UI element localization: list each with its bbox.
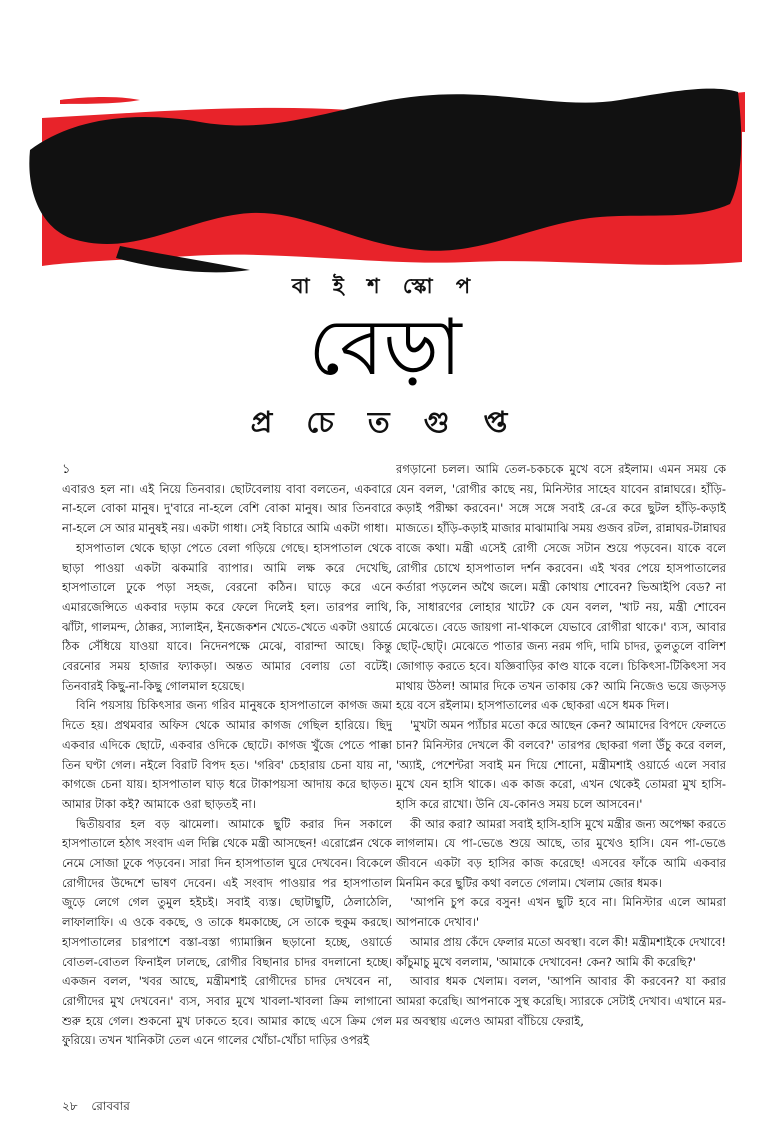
section-number: ১	[62, 462, 71, 477]
paragraph: 'আপনি চুপ করে বসুন! এখন ছুটি হবে না। মিনিস্টার এলে আমরা আপনাকে দেখাব।'	[396, 895, 726, 930]
paragraph: কী আর করা? আমরা সবাই হাসি-হাসি মুখে মন্ত্রীর জন্য অপেক্ষা করতে লাগলাম। যে পা-ভেঙে শুয়ে আছে, তার মুখেও হাসি। যেন পা-ভেঙে জীবনে একটা বড় হাসির কাজ করেছে! এসবের ফাঁকে আমি একবার মিনমিন করে ছুটির কথা বলতে গেলাম। খেলাম জোর ধমক।	[396, 816, 726, 890]
paragraph: বিনি পয়সায় চিকিৎসার জন্য গরিব মানুষকে হাসপাতালে কাগজ জমা দিতে হয়। প্রথমবার অফিস থেকে আমার কাগজ গেছিল হারিয়ে। ছিদু একবার এদিকে ছোটে, একবার ওদিকে ছোটে। কাগজ খুঁজে পেতে পাক্কা তিন ঘণ্টা গেল। নইলে বিরাট বিপদ হত। 'গরিব' চেহারায় চেনা যায় না, কাগজে চেনা যায়। হাসপাতাল ঘাড় ধরে টাকাপয়সা আদায় করে ছাড়ত। আমার টাকা কই? আমাকে ওরা ছাড়তই না।	[62, 698, 392, 811]
section-kicker: বা ই শ স্কো প	[291, 274, 479, 298]
paragraph: আমার প্রায় কেঁদে ফেলার মতো অবস্থা। বলে কী! মন্ত্রীমশাইকে দেখাবে! কাঁচুমাচু মুখে বললাম, 'আমাকে দেখাবেন! কেন? আমি কী করেছি?'	[396, 934, 726, 969]
paragraph: আবার ধমক খেলাম। বলল, 'আপনি আবার কী করবেন? যা করার আমরা করেছি। আপনাকে সুস্থ করেছি। স্যারকে সেটাই দেখাব। এখানে মর-মর অবস্থায় এলেও আমরা বাঁচিয়ে ফেরাই,	[396, 974, 726, 1028]
story-title: বেড়া	[308, 303, 462, 393]
paragraph: 'মুখটা অমন প্যাঁচার মতো করে আছেন কেন? আমাদের বিপদে ফেলতে চান? মিনিস্টার দেখলে কী বলবে?' তারপর ছোকরা গলা উঁচু করে বলল, 'অ্যাই, পেশেন্টরা সবাই মন দিয়ে শোনো, মন্ত্রীমশাই ওয়ার্ডে এলে সবার মুখে যেন হাসি থাকে। এক কাজ করো, এখন থেকেই তোমরা মুখ হাসি-হাসি করে রাখো। উনি যে-কোনও সময় চলে আসবেন।'	[396, 718, 726, 811]
author-name: প্র চে ত গু প্ত	[250, 405, 520, 439]
article-column-right	[396, 460, 726, 1080]
brush-stroke-banner	[0, 0, 770, 290]
red-brush-fleck	[60, 97, 140, 104]
paragraph: এবারও হল না। এই নিয়ে তিনবার। ছোটবেলায় বাবা বলতেন, একবারে না-হলে বোকা মানুষ। দু'বারে না-হলে বেশি বোকা মানুষ। আর তিনবারে না-হলে সে আর মানুষই নয়। একটা গাধা। সেই বিচারে আমি একটা গাধা।	[62, 481, 392, 536]
paragraph: হাসপাতাল থেকে ছাড়া পেতে বেলা গড়িয়ে গেছে। হাসপাতাল থেকে ছাড়া পাওয়া একটা ঝকমারি ব্যাপার। আমি লক্ষ করে দেখেছি, হাসপাতালে ঢুকে পড়া সহজ, বেরনো কঠিন। ঘাড়ে করে এনে এমারজেন্সিতে একবার দড়াম করে ফেলে দিলেই হল। তারপর লাথি, ঝাঁটা, গালমন্দ, ঠোক্কর, স্যালাইন, ইনজেকশন খেতে-খেতে একটা ওয়ার্ডে ঠিক সেঁধিয়ে যাওয়া যাবে। নিদেনপক্ষে মেঝে, বারান্দা আছে। কিন্তু বেরনোর সময় হাজার ফ্যাকড়া। অন্তত আমার বেলায় তো বটেই। তিনবারই কিছু-না-কিছু গোলমাল হয়েছে।	[62, 540, 392, 693]
paragraph: রগড়ানো চলল। আমি তেল-চকচকে মুখে বসে রইলাম। এমন সময় কে যেন বলল, 'রোগীর কাছে নয়, মিনিস্টার সাহেব যাবেন রান্নাঘরে। হাঁড়ি-কড়াই পরীক্ষা করবেন।' সঙ্গে সঙ্গে সবাই রে-রে করে ছুটল হাঁড়ি-কড়াই মাজতে। হাঁড়ি-কড়াই মাজার মাঝামাঝি সময় গুজব রটল, রান্নাঘর-টান্নাঘর বাজে কথা। মন্ত্রী এসেই রোগী সেজে সটান শুয়ে পড়বেন। যাকে বলে রোগীর চোখে হাসপাতাল দর্শন করবেন। এই খবর পেয়ে হাসপাতালের কর্তারা পড়লেন অথৈ জলে। মন্ত্রী কোথায় শোবেন? ভিআইপি বেড? না কি, সাধারণের লোহার খাটে? কে যেন বলল, 'খাট নয়, মন্ত্রী শোবেন মেঝেতে। বেডে জায়গা না-থাকলে যেভাবে রোগীরা থাকে।' ব্যস, আবার ছোট্-ছোট্। মেঝেতে পাতার জন্য নরম গদি, দামি চাদর, তুলতুলে বালিশ জোগাড় করতে হবে। যজ্ঞিবাড়ির কাণ্ড যাকে বলে। চিকিৎসা-টিকিৎসা সব মাথায় উঠল! আমার দিকে তখন তাকায় কে? আমি নিজেও ভয়ে জড়সড় হয়ে বসে রইলাম। হাসপাতালের এক ছোকরা এসে ধমক দিল।	[396, 462, 726, 713]
page-footer	[62, 1098, 140, 1118]
magazine-name: রোববার	[91, 1099, 130, 1113]
paragraph: দ্বিতীয়বার হল বড় ঝামেলা। আমাকে ছুটি করার দিন সকালে হাসপাতালে হঠাৎ সংবাদ এল দিল্লি থেকে মন্ত্রী আসছেন! এরোপ্লেন থেকে নেমে সোজা ঢুকে পড়বেন। সারা দিন হাসপাতাল ঘুরে দেখবেন। বিকেলে রোগীদের উদ্দেশে ভাষণ দেবেন। এই সংবাদ পাওয়ার পর হাসপাতাল জুড়ে লেগে গেল তুমুল হইচই। সবাই ব্যস্ত। ছোটাছুটি, ঠেলাঠেলি, লাফালাফি। এ ওকে বকছে, ও তাকে ধমকাচ্ছে, সে তাকে হুকুম করছে। হাসপাতালের চারপাশে বস্তা-বস্তা গ্যামাক্সিন ছড়ানো হচ্ছে, ওয়ার্ডে বোতল-বোতল ফিনাইল ঢালছে, রোগীর বিছানার চাদর বদলানো হচ্ছে। একজন বলল, 'খবর আছে, মন্ত্রীমশাই রোগীদের চাদর দেখবেন না, রোগীদের মুখ দেখবেন।' ব্যস, সবার মুখে খাবলা-খাবলা ক্রিম লাগানো শুরু হয়ে গেল। শুকনো মুখ ঢাকতে হবে। আমার কাছে এসে ক্রিম গেল ফুরিয়ে। তখন খানিকটা তেল এনে গালের খোঁচা-খোঁচা দাড়ির ওপরই	[62, 816, 392, 1048]
article-column-left	[62, 460, 392, 1080]
page-number: ২৮	[62, 1099, 78, 1113]
